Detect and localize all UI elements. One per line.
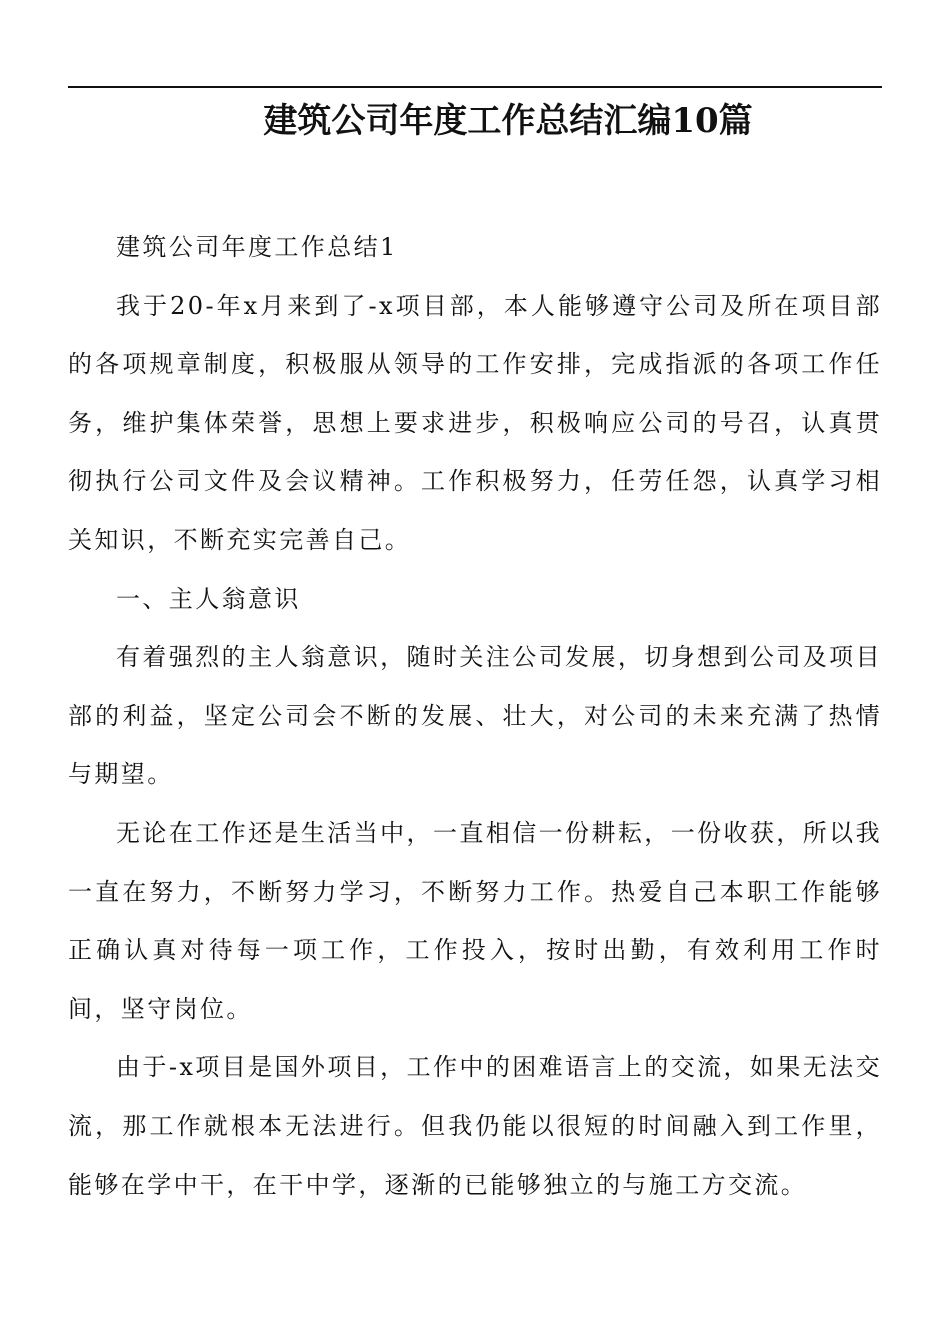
subsection-heading: 一、主人翁意识 — [116, 584, 301, 613]
paragraph: 由于-x项目是国外项目，工作中的困难语言上的交流，如果无法交流，那工作就根本无法进行。但我仍能以很短的时间融入到工作里，能够在学中干，在干中学，逐渐的已能够独立的与施工方交流。 — [68, 1053, 882, 1199]
paragraph: 无论在工作还是生活当中，一直相信一份耕耘，一份收获，所以我一直在努力，不断努力学习，不断努力工作。热爱自己本职工作能够正确认真对待每一项工作，工作投入，按时出勤，有效利用工作时间，坚守岗位。 — [68, 818, 882, 1023]
paragraph: 有着强烈的主人翁意识，随时关注公司发展，切身想到公司及项目部的利益，坚定公司会不断的发展、壮大，对公司的未来充满了热情与期望。 — [68, 643, 882, 789]
document-body — [68, 218, 882, 1214]
header-rule — [68, 86, 882, 88]
paragraph: 我于20-年x月来到了-x项目部，本人能够遵守公司及所在项目部的各项规章制度，积极服从领导的工作安排，完成指派的各项工作任务，维护集体荣誉，思想上要求进步，积极响应公司的号召，认真贯彻执行公司文件及会议精神。工作积极努力，任劳任怨，认真学习相关知识，不断充实完善自己。 — [68, 291, 882, 554]
document-title: 建筑公司年度工作总结汇编10篇 — [263, 101, 753, 141]
section-heading: 建筑公司年度工作总结1 — [116, 233, 398, 261]
